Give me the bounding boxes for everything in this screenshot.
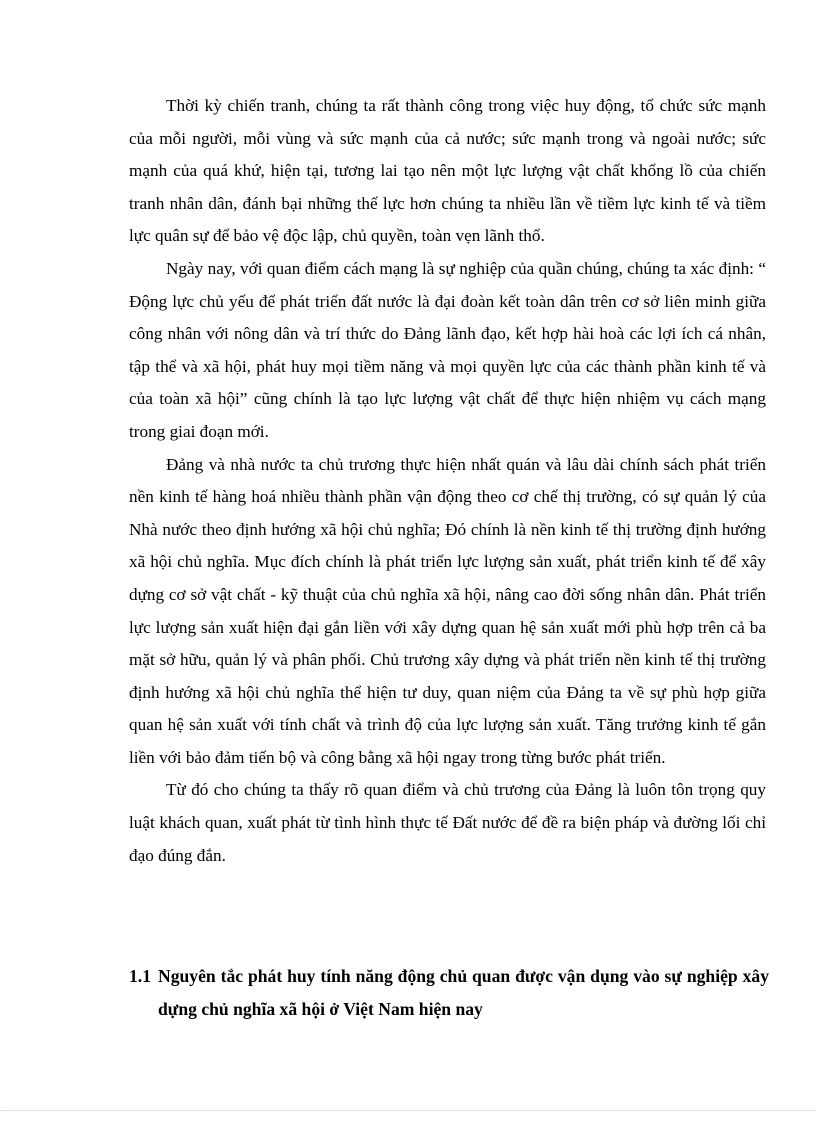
paragraph-1: Thời kỳ chiến tranh, chúng ta rất thành công trong việc huy động, tổ chức sức mạnh của mỗi người, mỗi vùng và sức mạnh của cả nước; sức mạnh trong và ngoài nước; sức mạnh của quá khứ, hiện tại, tương lai tạo nên một lực lượng vật chất khổng lồ của chiến tranh nhân dân, đánh bại những thế lực hơn chúng ta nhiều lần về tiềm lực kinh tế và tiềm lực quân sự để bảo vệ độc lập, chủ quyền, toàn vẹn lãnh thổ. (129, 96, 766, 246)
paragraph-2: Ngày nay, với quan điểm cách mạng là sự nghiệp của quần chúng, chúng ta xác định: “ Động lực chủ yếu để phát triển đất nước là đại đoàn kết toàn dân trên cơ sở liên minh giữa công nhân với nông dân và trí thức do Đảng lãnh đạo, kết hợp hài hoà các lợi ích cá nhân, tập thể và xã hội, phát huy mọi tiềm năng và mọi quyền lực của các thành phần kinh tế và của toàn xã hội” cũng chính là tạo lực lượng vật chất để thực hiện nhiệm vụ cách mạng trong giai đoạn mới. (129, 258, 766, 441)
paragraph-4: Từ đó cho chúng ta thấy rõ quan điểm và chủ trương của Đảng là luôn tôn trọng quy luật khách quan, xuất phát từ tình hình thực tế Đất nước để đề ra biện pháp và đường lối chỉ đạo đúng đắn. (129, 780, 766, 865)
body-text (129, 90, 766, 872)
section-title: Nguyên tắc phát huy tính năng động chủ quan được vận dụng vào sự nghiệp xây dựng chủ nghĩa xã hội ở Việt Nam hiện nay (158, 966, 769, 1019)
page-bottom-divider (0, 1110, 816, 1111)
paragraph-3: Đảng và nhà nước ta chủ trương thực hiện nhất quán và lâu dài chính sách phát triển nền kinh tế hàng hoá nhiều thành phần vận động theo cơ chế thị trường, có sự quản lý của Nhà nước theo định hướng xã hội chủ nghĩa; Đó chính là nền kinh tế thị trường định hướng xã hội chủ nghĩa. Mục đích chính là phát triển lực lượng sản xuất, phát triển kinh tế để xây dựng cơ sở vật chất - kỹ thuật của chủ nghĩa xã hội, nâng cao đời sống nhân dân. Phát triển lực lượng sản xuất hiện đại gắn liền với xây dựng quan hệ sản xuất mới phù hợp trên cả ba mặt sở hữu, quản lý và phân phối. Chủ trương xây dựng và phát triển nền kinh tế thị trường định hướng xã hội chủ nghĩa thể hiện tư duy, quan niệm của Đảng ta về sự phù hợp giữa quan hệ sản xuất với tính chất và trình độ của lực lượng sản xuất. Tăng trưởng kinh tế gắn liền với bảo đảm tiến bộ và công bằng xã hội ngay trong từng bước phát triển. (129, 454, 766, 767)
section-heading (129, 960, 769, 1025)
section-number: 1.1 (129, 966, 151, 986)
